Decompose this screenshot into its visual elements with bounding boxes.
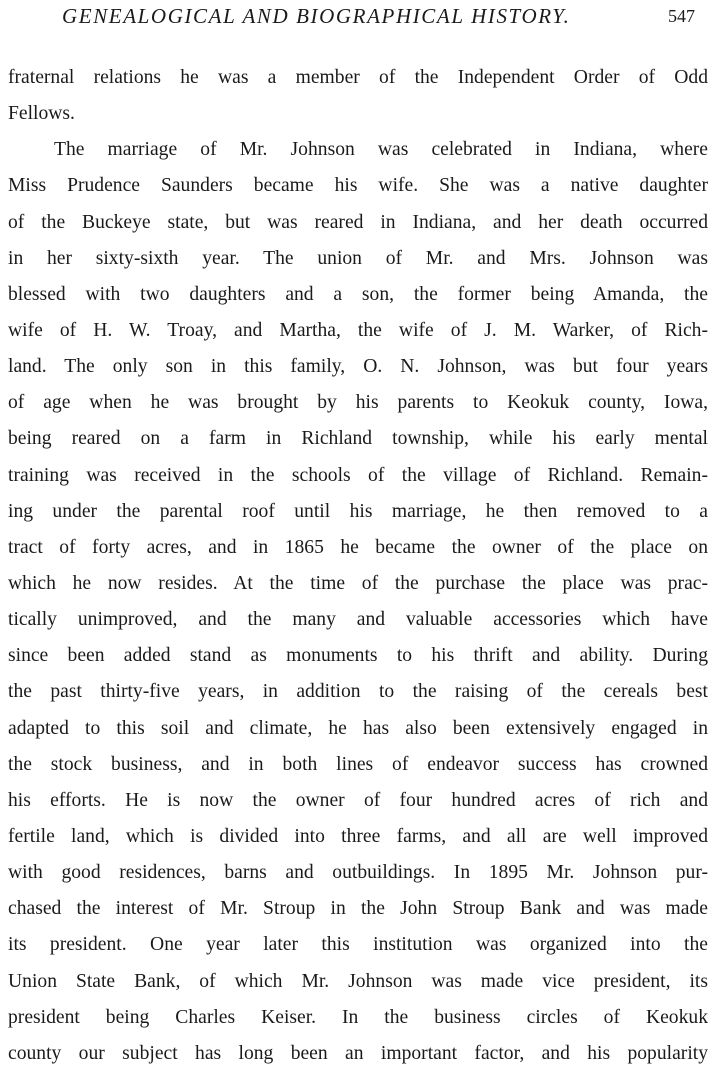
text-line: blessed with two daughters and a son, the former being Amanda, the <box>8 283 708 305</box>
text-line: fertile land, which is divided into three farms, and all are well improved <box>8 825 708 847</box>
text-line: Fellows. <box>8 103 75 125</box>
text-line: the past thirty-five years, in addition to the raising of the cereals best <box>8 681 708 703</box>
text-line: adapted to this soil and climate, he has also been extensively engaged in <box>8 717 708 739</box>
text-line: president being Charles Keiser. In the business circles of Keokuk <box>8 1006 708 1028</box>
text-line: tract of forty acres, and in 1865 he became the owner of the place on <box>8 536 708 558</box>
body-text <box>8 60 708 1072</box>
text-line: the stock business, and in both lines of endeavor success has crowned <box>8 753 708 775</box>
page-header <box>0 4 714 34</box>
text-line: with good residences, barns and outbuildings. In 1895 Mr. Johnson pur- <box>8 862 708 884</box>
text-line: since been added stand as monuments to his thrift and ability. During <box>8 645 708 667</box>
text-line: in her sixty-sixth year. The union of Mr. and Mrs. Johnson was <box>8 247 708 269</box>
text-line: fraternal relations he was a member of the Independent Order of Odd <box>8 67 708 88</box>
text-line: land. The only son in this family, O. N. Johnson, was but four years <box>8 356 708 378</box>
text-line: ing under the parental roof until his marriage, he then removed to a <box>8 500 708 522</box>
text-line: being reared on a farm in Richland township, while his early mental <box>8 428 708 450</box>
text-line: Union State Bank, of which Mr. Johnson was made vice president, its <box>8 970 708 992</box>
text-line: which he now resides. At the time of the purchase the place was prac- <box>8 572 708 594</box>
text-line: Miss Prudence Saunders became his wife. She was a native daughter <box>8 175 708 197</box>
text-line: wife of H. W. Troay, and Martha, the wife of J. M. Warker, of Rich- <box>8 319 708 341</box>
text-line: county our subject has long been an important factor, and his popularity <box>8 1042 708 1064</box>
text-line: of the Buckeye state, but was reared in Indiana, and her death occurred <box>8 211 708 233</box>
text-line: his efforts. He is now the owner of four hundred acres of rich and <box>8 789 708 811</box>
text-line: The marriage of Mr. Johnson was celebrated in Indiana, where <box>54 139 708 161</box>
text-line: its president. One year later this institution was organized into the <box>8 934 708 956</box>
text-line: of age when he was brought by his parents to Keokuk county, Iowa, <box>8 392 708 414</box>
text-line: chased the interest of Mr. Stroup in the John Stroup Bank and was made <box>8 898 708 920</box>
running-title: GENEALOGICAL AND BIOGRAPHICAL HISTORY. <box>62 4 571 28</box>
page-number: 547 <box>668 6 695 26</box>
text-line: tically unimproved, and the many and valuable accessories which have <box>8 609 708 631</box>
text-line: training was received in the schools of the village of Richland. Remain- <box>8 464 708 486</box>
